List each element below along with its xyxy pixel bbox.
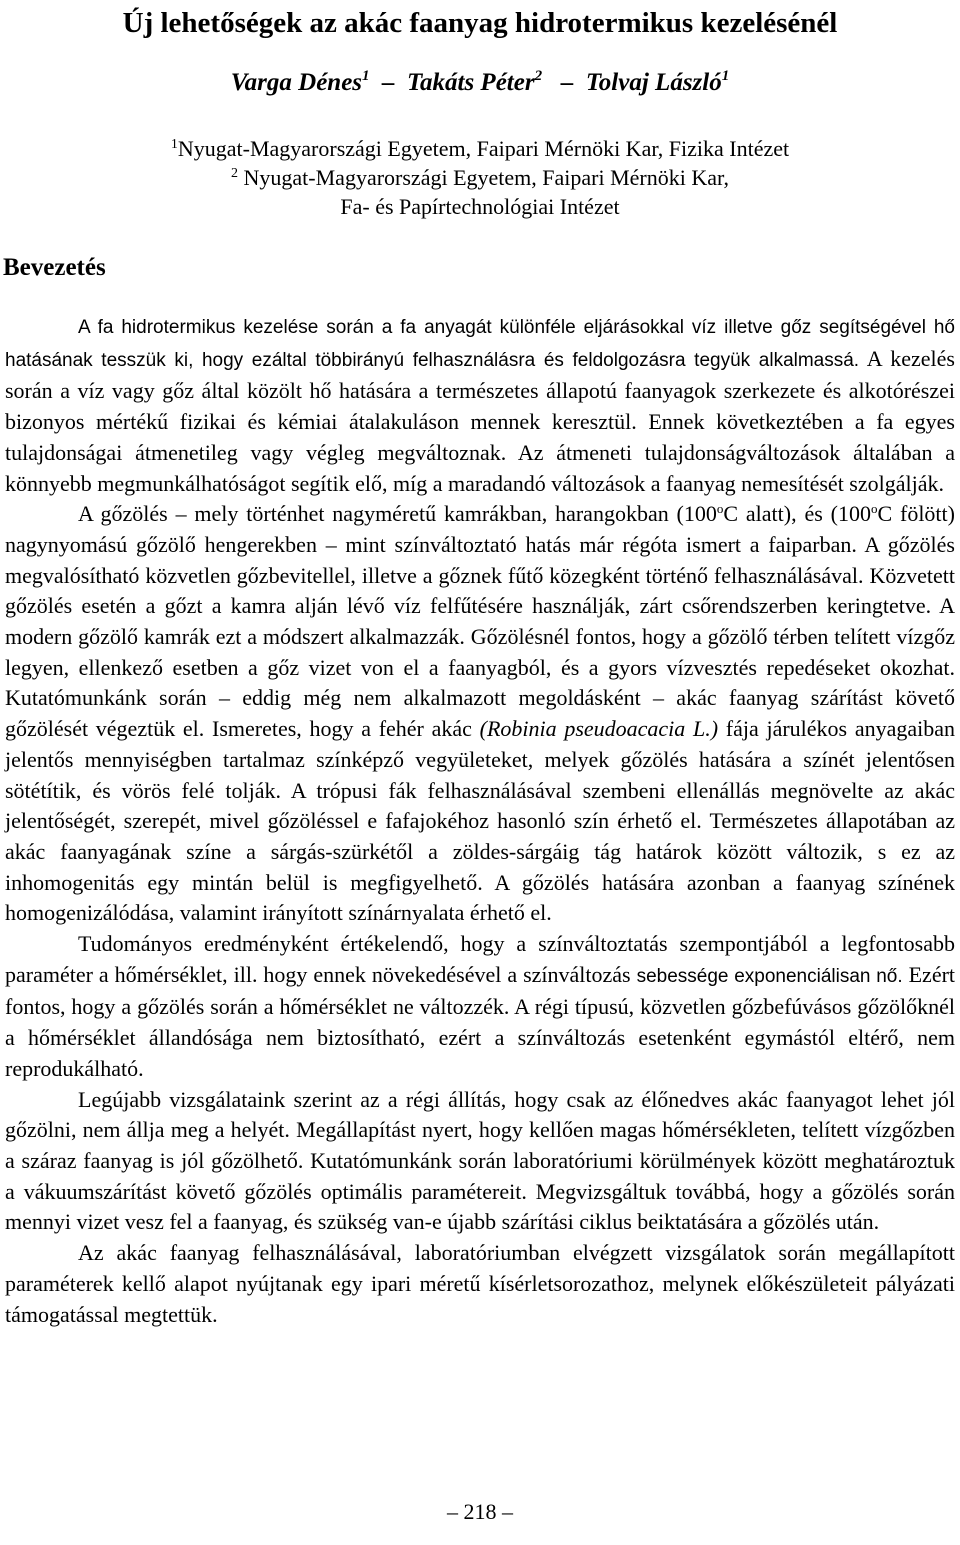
- paragraph: [5, 1085, 955, 1239]
- author-affiliation-mark: 1: [721, 68, 730, 84]
- paragraph: [5, 499, 955, 929]
- affiliation-mark: 2: [231, 166, 239, 181]
- paragraph-text: Legújabb vizsgálataink szerint az a régi állítás, hogy csak az élőnedves akác faanyagot lehet jól gőzölni, nem állja meg a helyét. Megállapítást nyert, hogy kellően magas hőmérsékleten, telített vízgőzben a száraz faanyag is jól gőzölhető. Kutatómunkánk során laboratóriumi körülmények között meghatároztuk a vákuumszárítást követő gőzölés optimális paramétereit. Megvizsgáltuk továbbá, hogy a gőzölés során mennyi vizet vesz fel a faanyag, és szükség van-e újabb szárítási ciklus beiktatására a gőzölés után.: [5, 1086, 955, 1235]
- paragraph: [5, 1238, 955, 1330]
- body-text: [5, 311, 955, 1330]
- author-affiliation-mark: 2: [534, 68, 543, 84]
- section-heading: Bevezetés: [3, 254, 106, 281]
- paragraph: [5, 929, 955, 1085]
- paragraph-text: C alatt), és (100: [723, 501, 871, 527]
- author-list: [0, 66, 960, 100]
- author-name: Varga Dénes: [230, 69, 363, 96]
- affiliation-mark: 1: [170, 137, 178, 152]
- author-name: Tolvaj László: [585, 69, 722, 96]
- page-number: – 218 –: [447, 1499, 513, 1524]
- author-separator: –: [560, 69, 574, 96]
- paragraph-text: fája járulékos anyagaiban jelentős mennyiségben tartalmaz színképző vegyületeket, melyek gőzölés hatására a színét jelentősen sötétítik, és vörös felé tolják. A trópusi fák felhasználásával szembeni ellenállás megnövelte az akác jelentőségét, szerepét, mivel gőzöléssel e fafajokéhoz hasonló szín érhető el. Természetes állapotában az akác faanyagának színe a sárgás-szürkétől a zöldes-sárgáig tág határok között változik, s ez az inhomogenitás egy mintán belül is megfigyelhető. A gőzölés hatására azonban a faanyag színének homogenizálódása, valamint irányított színárnyalata érhető el.: [5, 716, 956, 926]
- paragraph-text: C fölött) nagynyomású gőzölő hengerekben – mint színváltoztató hatás már régóta ismert a faiparban. A gőzölés megvalósítható közvetlen gőzbevitellel, illetve a gőznek fűtő közegként történő felhasználásával. Közvetett gőzölés esetén a gőzt a kamra alján lévő víz felfűtésére használják, zárt csőrendszerben keringtetve. A modern gőzölő kamrák ezt a módszert alkalmazzák. Gőzölésnél fontos, hogy a gőzölő térben telített vízgőz legyen, ellenkező esetben a gőz vizet von el a faanyagból, és a gyors vízvesztés repedéseket okozhat. Kutatómunkánk során – eddig még nem alkalmazott megoldásként – akác faanyag szárítást követő gőzölését végeztük el. Ismeretes, hogy a fehér akác: [5, 501, 955, 742]
- paragraph-text: Az akác faanyag felhasználásával, laboratóriumban elvégzett vizsgálatok során megállapított paraméterek kellő alapot nyújtanak egy ipari méretű kísérletsorozathoz, melynek előkészületeit pályázati támogatással megtettük.: [5, 1240, 955, 1327]
- affiliation-text: Nyugat-Magyarországi Egyetem, Faipari Mérnöki Kar, Fizika Intézet: [177, 136, 790, 161]
- paragraph: [5, 311, 955, 499]
- paragraph-text: A kezelés során a víz vagy gőz által közölt hő hatására a természetes állapotú faanyagok szerkezete és alkotórészei bizonyos mértékű fizikai és kémiai átalakuláson mennek keresztül. Ennek következtében a fa egyes tulajdonságai átmenetileg vagy végleg megváltoznak. Az átmeneti tulajdonságváltozások általában a könnyebb megmunkálhatóságot segítik elő, míg a maradandó változások a faanyag nemesítését szolgálják.: [5, 345, 955, 496]
- affiliation-text: Nyugat-Magyarországi Egyetem, Faipari Mérnöki Kar,: [243, 165, 729, 190]
- affiliation-line: [0, 134, 960, 163]
- species-name: (Robinia pseudoacacia L.): [479, 716, 719, 742]
- degree-mark: o: [870, 501, 878, 517]
- author-name: Takáts Péter: [407, 69, 535, 96]
- paragraph-text: A gőzölés – mely történhet nagyméretű kamrákban, harangokban (100: [78, 501, 717, 527]
- degree-mark: o: [716, 501, 724, 517]
- affiliation-line: [0, 192, 960, 221]
- paragraph-text: A fa hidrotermikus kezelése során a fa anyagát különféle eljárásokkal víz illetve gőz segítségével hő hatásának tesszük ki, hogy ezáltal többirányú felhasználásra és feldolgozásra tegyük alkalmassá.: [5, 317, 955, 371]
- affiliation-line: [0, 163, 960, 192]
- affiliation-text: Fa- és Papírtechnológiai Intézet: [340, 194, 620, 219]
- paper-title: Új lehetőségek az akác faanyag hidrotermikus kezelésénél: [122, 7, 838, 39]
- paragraph-text: Tudományos eredményként értékelendő, hogy a színváltoztatás szempontjából a legfontosabb paraméter a hőmérséklet, ill. hogy ennek növekedésével a színváltozás: [5, 931, 955, 987]
- paragraph-text: Ezért fontos, hogy a gőzölés során a hőmérséklet ne változzék. A régi típusú, közvetlen gőzbefúvásos gőzölőknél a hőmérséklet állandósága nem biztosítható, ezért a színváltozás esetenként egymástól eltérő, nem reprodukálható.: [5, 961, 956, 1081]
- author-separator: –: [382, 69, 395, 96]
- paragraph-text: sebessége exponenciálisan nő.: [636, 965, 903, 987]
- author-affiliation-mark: 1: [362, 68, 370, 84]
